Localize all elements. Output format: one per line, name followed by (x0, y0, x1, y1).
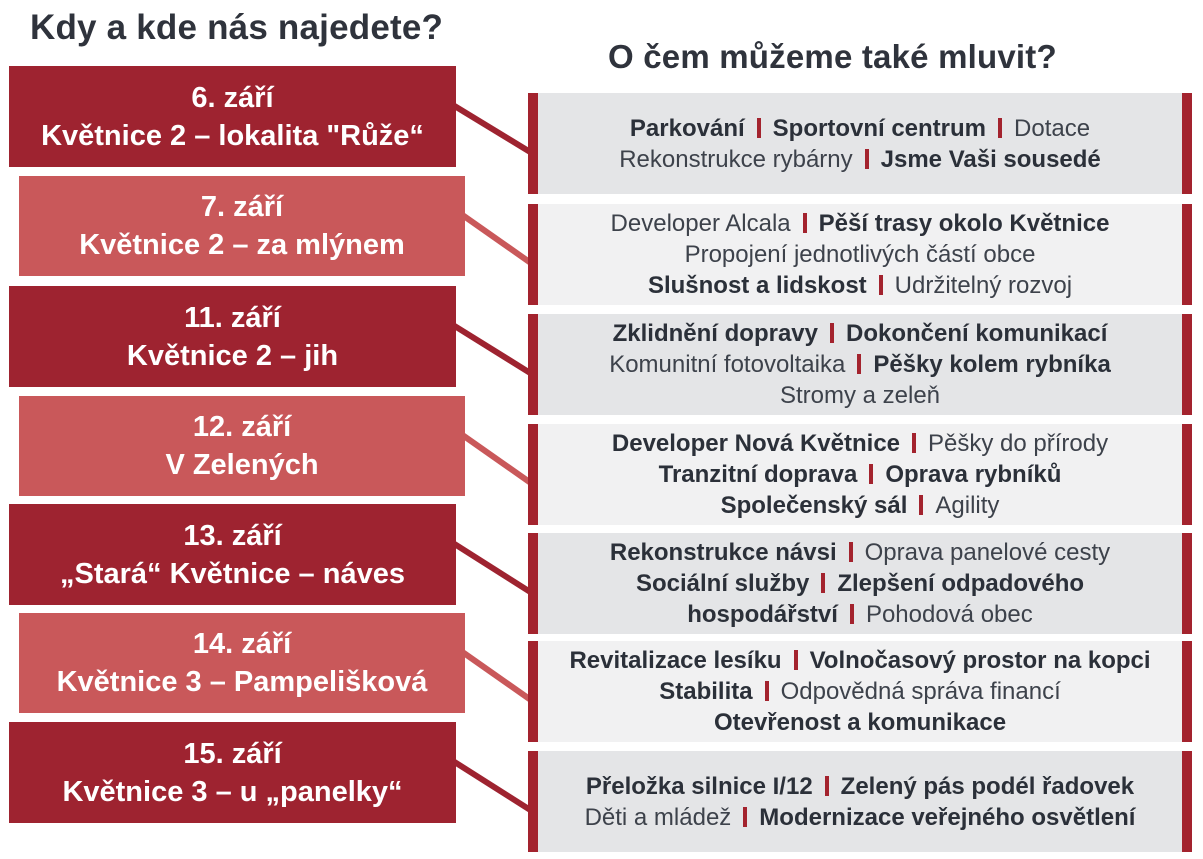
topics-line (685, 239, 1036, 270)
topics-line (687, 599, 1033, 630)
topics-heading: O čem můžeme také mluvit? (608, 38, 1057, 75)
topic-item: Pěšky kolem rybníka (873, 351, 1111, 378)
event-date: 13. září (183, 519, 282, 552)
schedule-heading: Kdy a kde nás najedete? (30, 8, 444, 47)
separator-bar (794, 650, 798, 670)
topic-item: hospodářství (687, 601, 838, 628)
topic-item: Stabilita (659, 678, 753, 705)
connector-line (452, 542, 536, 595)
topic-item: Tranzitní doprava (658, 461, 858, 488)
event-place: Květnice 2 – lokalita "Růže“ (41, 119, 424, 152)
topic-item: Rekonstrukce návsi (609, 539, 837, 566)
connector-line (461, 434, 536, 487)
topics-box (528, 641, 1192, 742)
topic-item: Parkování (629, 114, 745, 142)
connector-line (461, 651, 536, 704)
topics-box (528, 93, 1192, 194)
topic-item: Pěší trasy okolo Květnice (818, 210, 1110, 237)
topic-item: Stromy a zeleň (779, 382, 941, 409)
topic-item: Zlepšení odpadového (837, 570, 1085, 597)
event-place: „Stará“ Květnice – náves (60, 557, 405, 590)
separator-bar (803, 213, 807, 233)
separator-bar (869, 464, 873, 484)
event-date: 15. září (183, 737, 282, 770)
connector-line (452, 104, 536, 155)
topics-line (585, 802, 1136, 833)
topic-item: Otevřenost a komunikace (713, 709, 1007, 736)
event-date: 11. září (184, 301, 281, 334)
separator-bar (825, 776, 829, 796)
topic-item: Děti a mládež (584, 803, 732, 831)
event-place: Květnice 2 – jih (126, 339, 339, 372)
topics-line (659, 459, 1062, 490)
date-box (9, 66, 456, 167)
topics-box (528, 314, 1192, 415)
separator-bar (849, 542, 853, 562)
topic-item: Společenský sál (720, 492, 908, 519)
topics-line (619, 144, 1101, 175)
event-date: 12. září (192, 411, 292, 443)
connector-line (452, 324, 536, 376)
topics-line (659, 676, 1061, 707)
date-box (19, 176, 465, 276)
topic-item: Zelený pás podél řadovek (840, 772, 1135, 800)
event-place: Květnice 2 – za mlýnem (79, 229, 405, 261)
topics-line (721, 490, 1000, 521)
topics-line (569, 645, 1150, 676)
separator-bar (765, 681, 769, 701)
date-box (9, 504, 456, 605)
date-box (19, 613, 465, 713)
topics-line (636, 568, 1084, 599)
topic-item: Zklidnění dopravy (612, 320, 818, 347)
topic-item: Propojení jednotlivých částí obce (684, 241, 1036, 268)
topic-item: Rekonstrukce rybárny (619, 145, 853, 173)
date-box (9, 286, 456, 387)
topic-item: Udržitelný rozvoj (894, 272, 1073, 299)
topic-item: Slušnost a lidskost (647, 272, 867, 299)
topic-item: Pěšky do přírody (928, 430, 1109, 457)
topics-line (611, 208, 1110, 239)
topic-item: Oprava panelové cesty (864, 539, 1111, 566)
topic-item: Oprava rybníků (885, 461, 1062, 488)
connector-line (452, 760, 536, 813)
separator-bar (757, 118, 761, 138)
topic-item: Přeložka silnice I/12 (585, 772, 813, 800)
topic-item: Agility (935, 492, 1000, 519)
topics-line (586, 771, 1134, 802)
event-date: 14. září (192, 628, 292, 660)
topic-item: Volnočasový prostor na kopci (809, 647, 1151, 674)
topics-line (610, 537, 1110, 568)
date-box (19, 396, 465, 496)
topics-line (613, 318, 1108, 349)
date-box (9, 722, 456, 823)
topic-item: Developer Nová Květnice (611, 430, 901, 457)
topic-item: Sociální služby (635, 570, 810, 597)
topic-item: Sportovní centrum (772, 114, 987, 142)
topic-item: Revitalizace lesíku (569, 647, 782, 674)
event-date: 6. září (191, 81, 274, 114)
connector-line (461, 214, 536, 267)
event-place: Květnice 3 – u „panelky“ (62, 775, 403, 808)
topics-line (780, 380, 940, 411)
separator-bar (743, 807, 747, 827)
event-place: V Zelených (165, 449, 319, 481)
event-place: Květnice 3 – Pampelišková (56, 666, 428, 698)
topic-item: Dotace (1014, 114, 1091, 142)
separator-bar (850, 604, 854, 624)
separator-bar (998, 118, 1002, 138)
topics-box (528, 751, 1192, 852)
topics-line (612, 428, 1108, 459)
separator-bar (830, 323, 834, 343)
topics-line (630, 113, 1090, 144)
topic-item: Dokončení komunikací (845, 320, 1108, 347)
topic-item: Pohodová obec (865, 601, 1033, 628)
separator-bar (821, 573, 825, 593)
separator-bar (912, 433, 916, 453)
separator-bar (879, 275, 883, 295)
topic-item: Jsme Vaši sousedé (880, 145, 1101, 173)
topic-item: Modernizace veřejného osvětlení (759, 803, 1136, 831)
separator-bar (857, 354, 861, 374)
separator-bar (865, 149, 869, 169)
topics-line (609, 349, 1111, 380)
topics-box (528, 204, 1192, 305)
topics-line (648, 270, 1072, 301)
topic-item: Developer Alcala (610, 210, 791, 237)
topic-item: Komunitní fotovoltaika (609, 351, 846, 378)
topics-box (528, 424, 1192, 525)
topic-item: Odpovědná správa financí (780, 678, 1061, 705)
event-date: 7. září (200, 191, 284, 223)
topics-box (528, 533, 1192, 634)
separator-bar (919, 495, 923, 515)
topics-line (714, 707, 1006, 738)
